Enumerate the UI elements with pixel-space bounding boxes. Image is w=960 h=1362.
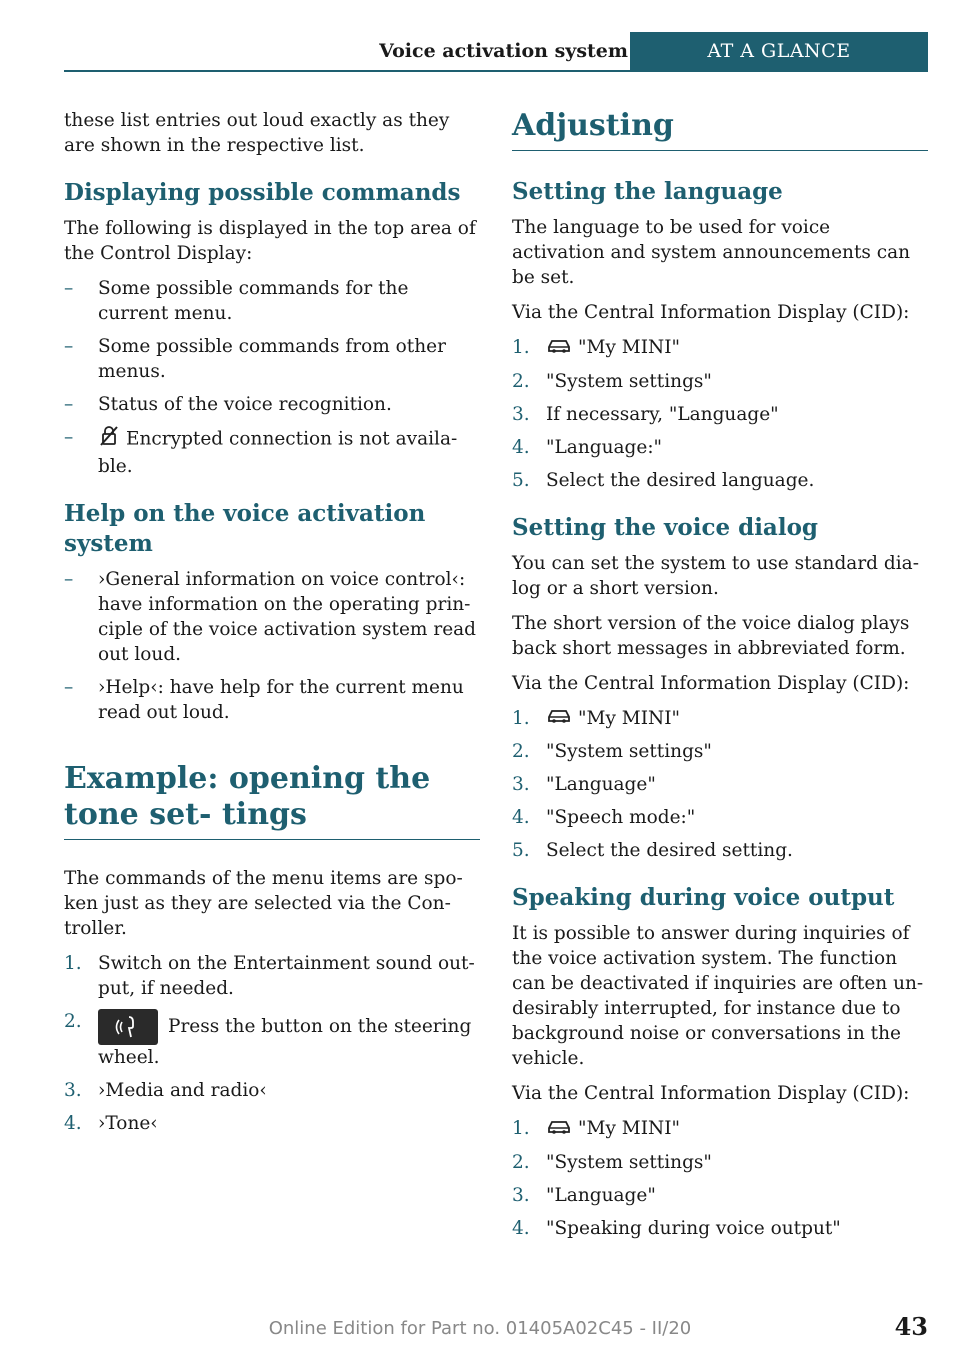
step-item bbox=[512, 1183, 928, 1208]
help-list bbox=[64, 567, 480, 725]
example-steps bbox=[64, 951, 480, 1136]
step-item bbox=[512, 435, 928, 460]
step-number: 5. bbox=[512, 469, 530, 491]
step-item bbox=[512, 739, 928, 764]
step-text: "System settings" bbox=[546, 1151, 712, 1173]
car-icon bbox=[546, 336, 572, 361]
step-text: Press the button on the steering wheel. bbox=[98, 1016, 472, 1068]
header-chapter-tab: AT A GLANCE bbox=[630, 32, 928, 70]
intro-paragraph: these list entries out loud exactly as they are shown in the respective list. bbox=[64, 110, 450, 156]
step-text: "System settings" bbox=[546, 370, 712, 392]
voice-button-icon bbox=[98, 1009, 158, 1045]
language-steps bbox=[512, 335, 928, 493]
step-item bbox=[512, 805, 928, 830]
heading-speaking-output: Speaking during voice output bbox=[512, 884, 895, 911]
step-item bbox=[512, 706, 928, 732]
displaying-text: The following is displayed in the top area of the Control Display: bbox=[64, 218, 476, 264]
dialog-via: Via the Central Information Display (CID): bbox=[512, 672, 910, 694]
dash-marker: – bbox=[64, 677, 74, 698]
car-icon bbox=[546, 1117, 572, 1142]
step-number: 4. bbox=[512, 436, 530, 458]
dash-marker: – bbox=[64, 278, 74, 299]
dash-marker: – bbox=[64, 336, 74, 357]
heading-voice-dialog: Setting the voice dialog bbox=[512, 513, 818, 541]
step-item bbox=[64, 951, 480, 1001]
step-text: "Language" bbox=[546, 1184, 656, 1206]
step-text: "My MINI" bbox=[578, 1118, 681, 1139]
heading-adjusting: Adjusting bbox=[512, 108, 674, 143]
encryption-off-icon bbox=[98, 425, 120, 454]
list-item bbox=[64, 425, 480, 479]
step-item bbox=[512, 335, 928, 361]
step-number: 1. bbox=[512, 337, 530, 358]
dialog-text-1: You can set the system to use standard dia- log or a short version. bbox=[512, 552, 919, 599]
adjusting-heading-block bbox=[512, 108, 928, 151]
language-text: The language to be used for voice activation and system announcements can be set. bbox=[512, 217, 911, 288]
step-text: "My MINI" bbox=[578, 337, 681, 358]
car-icon bbox=[546, 706, 572, 731]
list-item bbox=[64, 392, 480, 417]
step-text: ›Tone‹ bbox=[98, 1113, 158, 1134]
step-item bbox=[512, 1150, 928, 1175]
list-item-text: Status of the voice recognition. bbox=[98, 394, 392, 415]
displaying-list bbox=[64, 276, 480, 479]
list-item-text: Some possible commands from other menus. bbox=[98, 336, 446, 382]
step-number: 3. bbox=[512, 774, 530, 795]
step-number: 1. bbox=[64, 953, 82, 974]
step-item bbox=[512, 402, 928, 427]
footer-edition: Online Edition for Part no. 01405A02C45 - II/20 bbox=[268, 1318, 692, 1339]
left-column bbox=[64, 108, 480, 1144]
step-item bbox=[512, 772, 928, 797]
step-number: 2. bbox=[64, 1011, 82, 1032]
heading-displaying-commands: Displaying possible commands bbox=[64, 179, 461, 206]
step-item bbox=[512, 369, 928, 394]
list-item bbox=[64, 276, 480, 326]
step-text: Switch on the Entertainment sound out- put, if needed. bbox=[98, 953, 475, 999]
step-number: 2. bbox=[512, 1151, 530, 1173]
step-text: "Speaking during voice output" bbox=[546, 1217, 841, 1239]
dash-marker: – bbox=[64, 569, 74, 590]
step-item bbox=[64, 1009, 480, 1070]
step-number: 3. bbox=[512, 1184, 530, 1206]
list-item bbox=[64, 334, 480, 384]
dash-marker: – bbox=[64, 427, 74, 448]
dialog-text-2: The short version of the voice dialog plays back short messages in abbreviated form. bbox=[512, 612, 910, 659]
example-heading-block bbox=[64, 761, 480, 840]
step-item bbox=[64, 1078, 480, 1103]
step-number: 5. bbox=[512, 840, 530, 861]
page-number: 43 bbox=[894, 1312, 928, 1341]
step-number: 2. bbox=[512, 370, 530, 392]
right-column bbox=[512, 108, 928, 1249]
step-number: 1. bbox=[512, 707, 530, 729]
list-item-text: ›Help‹: have help for the current menu read out loud. bbox=[98, 677, 464, 723]
list-item-text: ›General information on voice control‹: have information on the operating prin- ciple of the voice activation system read out loud. bbox=[98, 569, 477, 665]
list-item-text: Some possible commands for the current menu. bbox=[98, 278, 409, 324]
speaking-steps bbox=[512, 1116, 928, 1241]
dash-marker: – bbox=[64, 394, 74, 415]
heading-setting-language: Setting the language bbox=[512, 178, 783, 205]
step-number: 3. bbox=[64, 1080, 82, 1101]
step-number: 4. bbox=[64, 1113, 82, 1134]
dialog-steps bbox=[512, 706, 928, 864]
step-text: "Speech mode:" bbox=[546, 807, 696, 828]
step-number: 1. bbox=[512, 1118, 530, 1139]
example-text: The commands of the menu items are spo- ken just as they are selected via the Con- troller. bbox=[64, 868, 463, 939]
step-number: 4. bbox=[512, 1217, 530, 1239]
step-item bbox=[512, 468, 928, 493]
speaking-text: It is possible to answer during inquiries of the voice activation system. The function can be deactivated if inquiries are often un- desirably interrupted, for instance due to background noise or conversations in the vehicle. bbox=[512, 923, 924, 1069]
step-number: 3. bbox=[512, 403, 530, 425]
step-text: If necessary, "Language" bbox=[546, 403, 779, 425]
step-item bbox=[512, 1116, 928, 1142]
step-text: ›Media and radio‹ bbox=[98, 1080, 267, 1101]
header-rule bbox=[64, 70, 928, 72]
step-number: 4. bbox=[512, 807, 530, 828]
list-item bbox=[64, 675, 480, 725]
step-text: "Language:" bbox=[546, 436, 663, 458]
page-header bbox=[64, 32, 928, 72]
speaking-via: Via the Central Information Display (CID): bbox=[512, 1083, 910, 1104]
step-text: "Language" bbox=[546, 774, 656, 795]
step-item bbox=[64, 1111, 480, 1136]
step-number: 2. bbox=[512, 741, 530, 762]
list-item bbox=[64, 567, 480, 667]
step-text: "My MINI" bbox=[578, 707, 681, 729]
step-item bbox=[512, 838, 928, 863]
heading-help: Help on the voice activation system bbox=[64, 500, 426, 557]
step-text: "System settings" bbox=[546, 741, 712, 762]
step-item bbox=[512, 1216, 928, 1241]
language-via: Via the Central Information Display (CID): bbox=[512, 302, 910, 323]
list-item-text: Encrypted connection is not availa- ble. bbox=[98, 428, 458, 477]
step-text: Select the desired language. bbox=[546, 469, 815, 491]
heading-example: Example: opening the tone set- tings bbox=[64, 761, 431, 832]
step-text: Select the desired setting. bbox=[546, 840, 793, 861]
header-section-title: Voice activation system bbox=[379, 40, 628, 62]
